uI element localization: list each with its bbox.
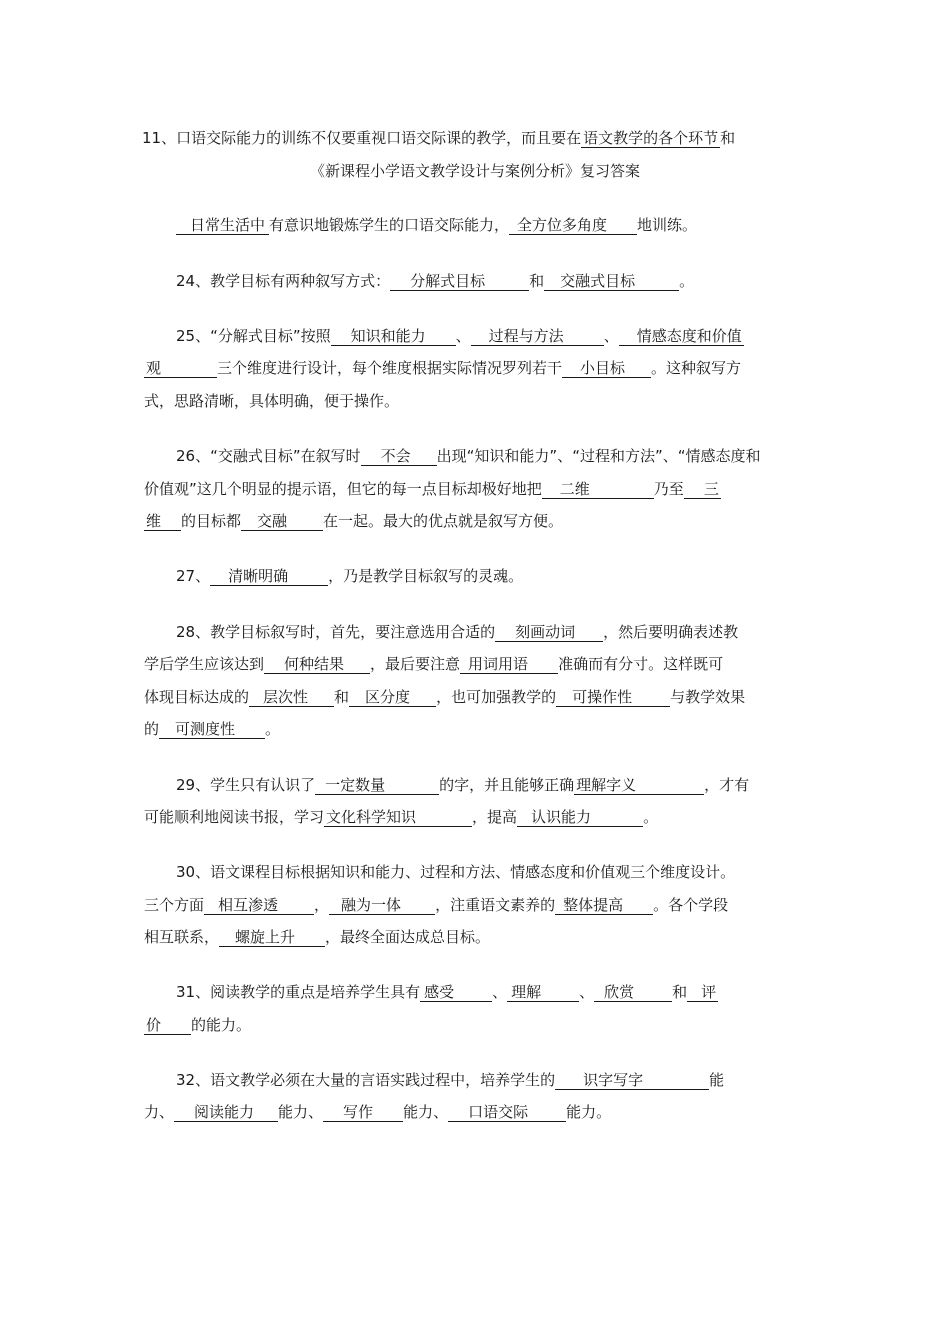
q28-text: ，然后要明确表述教 bbox=[603, 623, 739, 641]
q30-blank-1: 相互渗透 bbox=[204, 896, 314, 915]
q26-blank-2: 二维 bbox=[542, 480, 654, 499]
q26-line2 bbox=[144, 479, 721, 499]
q27-blank-1: 清晰明确 bbox=[210, 567, 328, 586]
q29-text: ，提高 bbox=[472, 808, 518, 826]
q11-blank-1: 语文教学的各个环节 bbox=[583, 129, 719, 147]
q28-blank-4: 层次性 bbox=[249, 688, 334, 707]
q31-text: 和 bbox=[672, 983, 688, 1001]
q11-line1 bbox=[142, 128, 735, 148]
q11-blank-3: 全方位多角度 bbox=[509, 216, 637, 235]
q25-text: 、 bbox=[603, 327, 619, 345]
q32-text: 能力。 bbox=[566, 1103, 612, 1121]
q29-text: ，才有 bbox=[704, 776, 750, 794]
q26-text: 26、“交融式目标”在叙写时 bbox=[176, 447, 361, 465]
q28-blank-6: 可操作性 bbox=[556, 688, 670, 707]
q11-line2 bbox=[176, 215, 697, 235]
q11-text: 有意识地锻炼学生的口语交际能力， bbox=[269, 216, 510, 234]
q28-text: 学后学生应该达到 bbox=[144, 655, 265, 673]
q29-line2 bbox=[144, 807, 658, 827]
q30-blank-3: 整体提高 bbox=[555, 896, 653, 915]
q26-blank-3-cont: 维 bbox=[144, 512, 181, 531]
q26-line3 bbox=[144, 511, 563, 531]
q32-text: 能 bbox=[709, 1071, 725, 1089]
q25-blank-2: 过程与方法 bbox=[471, 327, 604, 346]
q29-blank-1: 一定数量 bbox=[315, 776, 439, 795]
q31-text: 、 bbox=[492, 983, 508, 1001]
q31-blank-2: 理解 bbox=[507, 983, 579, 1002]
q26-line1 bbox=[176, 446, 761, 466]
q30-text: ，最终全面达成总目标。 bbox=[325, 928, 491, 946]
q29-blank-2: 理解字义 bbox=[574, 776, 704, 795]
q26-text: 乃至 bbox=[653, 480, 684, 498]
q24-blank-2: 交融式目标 bbox=[544, 272, 679, 291]
q29-blank-4: 认识能力 bbox=[517, 808, 643, 827]
q30-line1 bbox=[176, 862, 735, 882]
q30-text: 相互联系， bbox=[144, 928, 220, 946]
page-title: 《新课程小学语文教学设计与案例分析》复习答案 bbox=[309, 162, 640, 180]
q32-text: 32、语文教学必须在大量的言语实践过程中，培养学生的 bbox=[176, 1071, 556, 1089]
q11-blank-2: 日常生活中 bbox=[176, 216, 269, 235]
q26-blank-4: 交融 bbox=[241, 512, 323, 531]
q30-blank-4: 螺旋上升 bbox=[219, 928, 325, 947]
q26-blank-3: 三 bbox=[684, 480, 721, 499]
q30-line2 bbox=[144, 895, 728, 915]
q28-text: 体现目标达成的 bbox=[144, 688, 250, 706]
q28-text: ，也可加强教学的 bbox=[436, 688, 557, 706]
q30-text: ， bbox=[314, 896, 330, 914]
q28-blank-2: 何种结果 bbox=[264, 655, 370, 674]
q27-line bbox=[176, 566, 523, 586]
q32-blank-1: 识字写字 bbox=[555, 1071, 709, 1090]
q29-text: 的字，并且能够正确 bbox=[439, 776, 575, 794]
q26-text: 在一起。最大的优点就是叙写方便。 bbox=[323, 512, 564, 530]
q25-text: 、 bbox=[455, 327, 471, 345]
q32-blank-2: 阅读能力 bbox=[174, 1103, 278, 1122]
q28-text: 准确而有分寸。这样既可 bbox=[558, 655, 724, 673]
q25-line3 bbox=[144, 391, 399, 411]
q25-text: 25、“分解式目标”按照 bbox=[176, 327, 331, 345]
q25-blank-3-cont: 观 bbox=[144, 359, 217, 378]
q29-line1 bbox=[176, 775, 749, 795]
q29-text: 29、学生只有认识了 bbox=[176, 776, 316, 794]
q24-text: 。 bbox=[679, 272, 695, 290]
q32-text: 力、 bbox=[144, 1103, 175, 1121]
q28-blank-7: 可测度性 bbox=[159, 720, 265, 739]
q25-text: 式，思路清晰，具体明确，便于操作。 bbox=[144, 392, 400, 410]
q28-text: 与教学效果 bbox=[670, 688, 746, 706]
q11-text: 地训练。 bbox=[637, 216, 698, 234]
q25-blank-3: 情感态度和价值 bbox=[619, 327, 744, 346]
q31-blank-1: 感受 bbox=[420, 983, 492, 1002]
q27-text: ，乃是教学目标叙写的灵魂。 bbox=[328, 567, 524, 585]
q30-text: 30、语文课程目标根据知识和能力、过程和方法、情感态度和价值观三个维度设计。 bbox=[176, 863, 736, 881]
q28-blank-3: 用词用语 bbox=[460, 655, 558, 674]
q32-blank-3: 写作 bbox=[323, 1103, 403, 1122]
q28-line1 bbox=[176, 622, 738, 642]
q28-text: 。 bbox=[265, 720, 281, 738]
q30-line3 bbox=[144, 927, 490, 947]
q28-blank-5: 区分度 bbox=[349, 688, 436, 707]
q31-blank-4-cont: 价 bbox=[144, 1016, 191, 1035]
q28-text: 28、教学目标叙写时，首先，要注意选用合适的 bbox=[176, 623, 496, 641]
q25-line2 bbox=[144, 358, 741, 378]
q32-text: 能力、 bbox=[278, 1103, 324, 1121]
q27-text: 27、 bbox=[176, 567, 211, 585]
q29-text: 。 bbox=[643, 808, 659, 826]
q28-text: 和 bbox=[334, 688, 350, 706]
q24-text: 和 bbox=[529, 272, 545, 290]
q31-line1 bbox=[176, 982, 718, 1002]
q30-text: ，注重语文素养的 bbox=[435, 896, 556, 914]
q30-blank-2: 融为一体 bbox=[329, 896, 435, 915]
q26-blank-1: 不会 bbox=[361, 447, 437, 466]
q25-blank-4: 小目标 bbox=[562, 359, 651, 378]
q29-blank-3: 文化科学知识 bbox=[324, 808, 472, 827]
q28-text: ，最后要注意 bbox=[370, 655, 461, 673]
q31-text: 、 bbox=[579, 983, 595, 1001]
q31-blank-3: 欣赏 bbox=[594, 983, 672, 1002]
q32-text: 能力、 bbox=[403, 1103, 449, 1121]
q28-blank-1: 刻画动词 bbox=[495, 623, 603, 642]
q28-line2 bbox=[144, 654, 723, 674]
q28-text: 的 bbox=[144, 720, 160, 738]
q30-text: 三个方面 bbox=[144, 896, 205, 914]
q26-text: 出现“知识和能力”、“过程和方法”、“情感态度和 bbox=[436, 447, 761, 465]
q11-text: 和 bbox=[720, 129, 736, 147]
q31-text: 31、阅读教学的重点是培养学生具有 bbox=[176, 983, 421, 1001]
q30-text: 。各个学段 bbox=[653, 896, 729, 914]
q32-line1 bbox=[176, 1070, 724, 1090]
q32-blank-4: 口语交际 bbox=[448, 1103, 566, 1122]
q25-text: 三个维度进行设计，每个维度根据实际情况罗列若干 bbox=[217, 359, 563, 377]
q24-blank-1: 分解式目标 bbox=[390, 272, 529, 291]
q26-text: 价值观”这几个明显的提示语，但它的每一点目标却极好地把 bbox=[144, 480, 542, 498]
q31-line2 bbox=[144, 1015, 251, 1035]
q11-text: 11、口语交际能力的训练不仅要重视口语交际课的教学，而且要在 bbox=[142, 129, 582, 147]
q31-text: 的能力。 bbox=[191, 1016, 252, 1034]
q29-text: 可能顺利地阅读书报，学习 bbox=[144, 808, 325, 826]
q25-text: 。这种叙写方 bbox=[651, 359, 742, 377]
q26-text: 的目标都 bbox=[181, 512, 242, 530]
q25-line1 bbox=[176, 326, 744, 346]
q24-text: 24、教学目标有两种叙写方式： bbox=[176, 272, 391, 290]
q25-blank-1: 知识和能力 bbox=[331, 327, 456, 346]
q32-line2 bbox=[144, 1102, 611, 1122]
q28-line3 bbox=[144, 687, 745, 707]
q28-line4 bbox=[144, 719, 280, 739]
q24-line bbox=[176, 271, 694, 291]
q31-blank-4: 评 bbox=[687, 983, 718, 1002]
